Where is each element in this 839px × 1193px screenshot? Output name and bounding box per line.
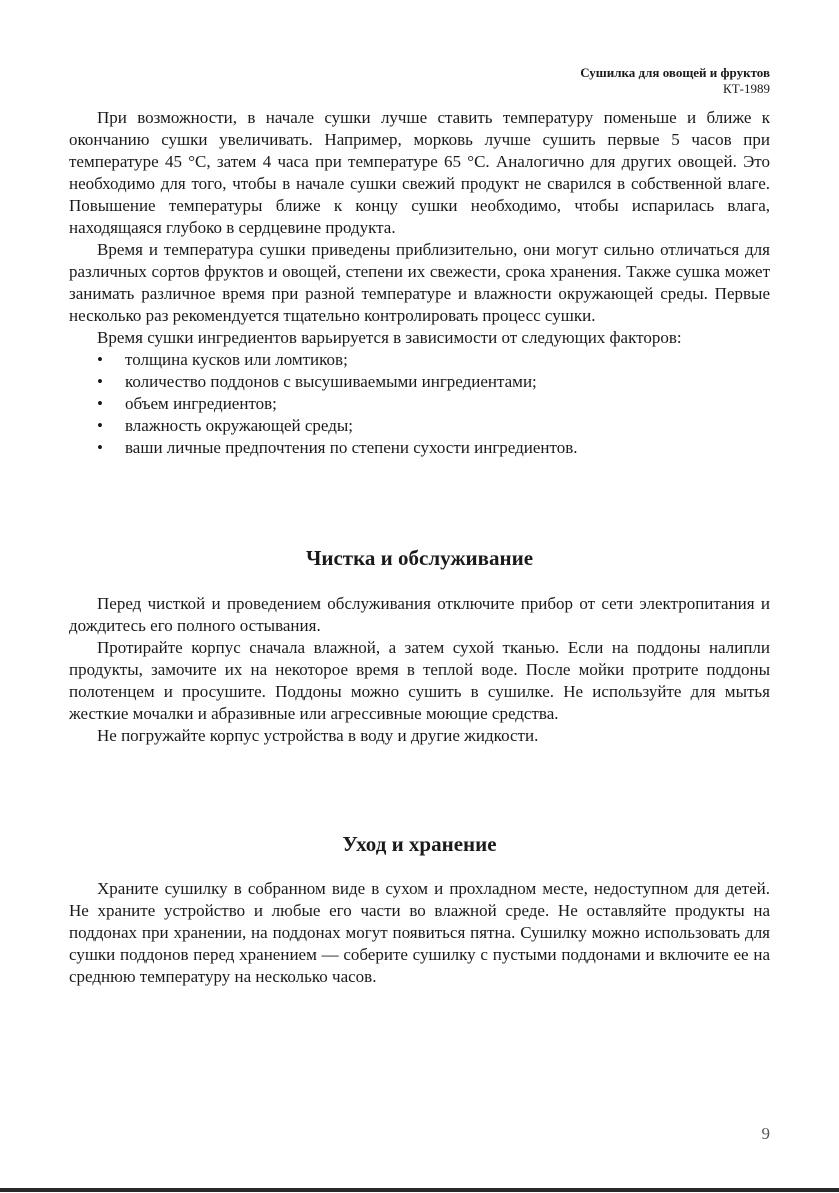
paragraph: Перед чисткой и проведением обслуживания отключите прибор от сети электропитания и дождитесь его полного остывания.: [69, 594, 770, 635]
drying-section: [69, 107, 770, 459]
running-header: [580, 65, 770, 97]
list-item: • количество поддонов с высушиваемыми ингредиентами;: [69, 371, 770, 393]
header-model-number: КТ-1989: [723, 81, 770, 96]
paragraph: При возможности, в начале сушки лучше ставить температуру поменьше и ближе к окончанию сушки увеличивать. Например, морковь лучше сушить первые 5 часов при температуре 45 °С, затем 4 часа при температуре 65 °С. Аналогично для других овощей. Это необходимо для того, чтобы в начале сушки свежий продукт не сварился в собственной влаге. Повышение температуры ближе к концу сушки необходимо, чтобы испарилась влага, находящаяся глубоко в сердцевине продукта.: [69, 108, 770, 237]
paragraph: Не погружайте корпус устройства в воду и другие жидкости.: [97, 726, 539, 745]
cleaning-section: [69, 593, 770, 747]
list-item: • влажность окружающей среды;: [69, 415, 770, 437]
paragraph: Время и температура сушки приведены приблизительно, они могут сильно отличаться для различных сортов фруктов и овощей, степени их свежести, срока хранения. Также сушка может занимать различное время при разной температуре и влажности окружающей среды. Первые несколько раз рекомендуется тщательно контролировать процесс сушки.: [69, 240, 770, 325]
header-product-title: Сушилка для овощей и фруктов: [580, 65, 770, 80]
list-item: • объем ингредиентов;: [69, 393, 770, 415]
paragraph: Время сушки ингредиентов варьируется в зависимости от следующих факторов:: [97, 328, 682, 347]
bottom-border: [0, 1188, 839, 1192]
drying-factors-list: [69, 349, 770, 459]
paragraph: Протирайте корпус сначала влажной, а затем сухой тканью. Если на поддоны налипли продукты, замочите их на некоторое время в теплой воде. После мойки протрите поддоны полотенцем и просушите. Поддоны можно сушить в сушилке. Не используйте для мытья жесткие мочалки и абразивные или агрессивные моющие средства.: [69, 638, 770, 723]
section-heading-storage: Уход и хранение: [342, 832, 497, 856]
list-item: • толщина кусков или ломтиков;: [69, 349, 770, 371]
paragraph: Храните сушилку в собранном виде в сухом и прохладном месте, недоступном для детей. Не храните устройство и любые его части во влажной среде. Не оставляйте продукты на поддонах при хранении, на поддонах могут появиться пятна. Сушилку можно использовать для сушки поддонов перед хранением — соберите сушилку с пустыми поддонами и включите ее на среднюю температуру на несколько часов.: [69, 879, 770, 986]
list-item: • ваши личные предпочтения по степени сухости ингредиентов.: [69, 437, 770, 459]
storage-section: [69, 878, 770, 988]
section-heading-cleaning: Чистка и обслуживание: [305, 546, 534, 570]
page-number: 9: [761, 1124, 770, 1143]
